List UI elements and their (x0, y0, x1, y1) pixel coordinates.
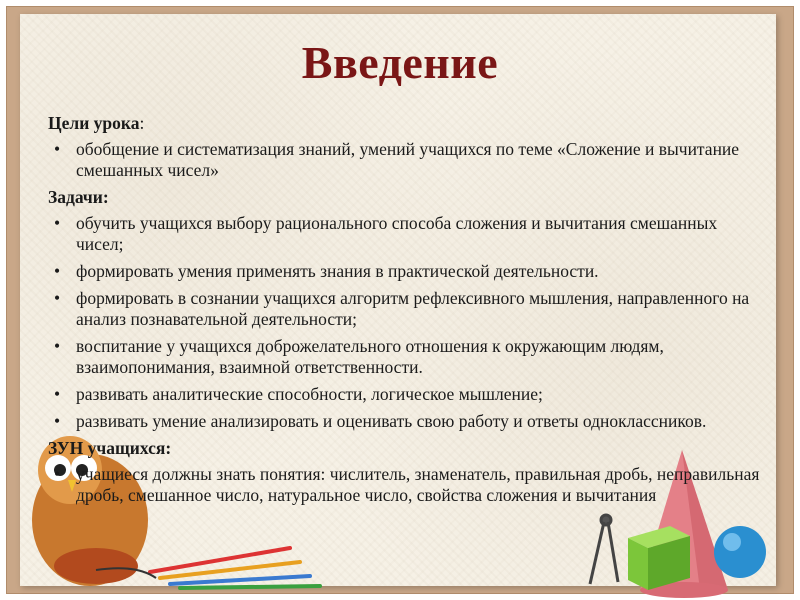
list-item-text: развивать умение анализировать и оценивать свою работу и ответы одноклассников. (76, 411, 707, 431)
goals-heading-text: Цели урока (48, 113, 140, 133)
cube-shape (628, 526, 690, 590)
list-item-text: формировать в сознании учащихся алгоритм рефлексивного мышления, направленного на анализ познавательной деятельности; (76, 288, 750, 329)
bullet: • (54, 384, 61, 404)
bullet: • (54, 336, 61, 356)
compass-icon (590, 515, 618, 584)
list-item (48, 336, 760, 378)
pencils-illustration (150, 548, 320, 588)
list-item-text: обобщение и систематизация знаний, умений учащихся по теме «Сложение и вычитание смешанных чисел» (76, 139, 740, 180)
list-item (48, 464, 760, 506)
bullet: • (54, 464, 61, 484)
bullet: • (54, 139, 61, 159)
bullet: • (54, 288, 61, 308)
zun-heading: ЗУН учащихся: (48, 438, 172, 458)
slide-title: Введение (301, 37, 499, 88)
goals-list (48, 139, 760, 181)
list-item (48, 139, 760, 181)
bullet: • (54, 261, 61, 281)
list-item (48, 288, 760, 330)
bullet: • (54, 411, 61, 431)
sphere-shape (714, 526, 766, 578)
list-item-text: воспитание у учащихся доброжелательного отношения к окружающим людям, взаимопонимания, взаимной ответственности. (76, 336, 664, 377)
list-item-text: обучить учащихся выбору рационального способа сложения и вычитания смешанных чисел; (76, 213, 718, 254)
list-item (48, 411, 760, 432)
list-item-text: формировать умения применять знания в практической деятельности. (76, 261, 599, 281)
tasks-list (48, 213, 760, 432)
goals-heading-colon: : (139, 113, 145, 133)
tasks-heading: Задачи: (48, 187, 109, 207)
list-item-text: развивать аналитические способности, логическое мышление; (76, 384, 543, 404)
list-item (48, 213, 760, 255)
bullet: • (54, 213, 61, 233)
list-item (48, 261, 760, 282)
goals-heading (48, 113, 760, 134)
zun-list (48, 464, 760, 506)
list-item-text: учащиеся должны знать понятия: числитель, знаменатель, правильная дробь, неправильная дробь, смешанное число, натуральное число, свойства сложения и вычитания (76, 464, 760, 505)
list-item (48, 384, 760, 405)
slide-content (48, 113, 760, 512)
